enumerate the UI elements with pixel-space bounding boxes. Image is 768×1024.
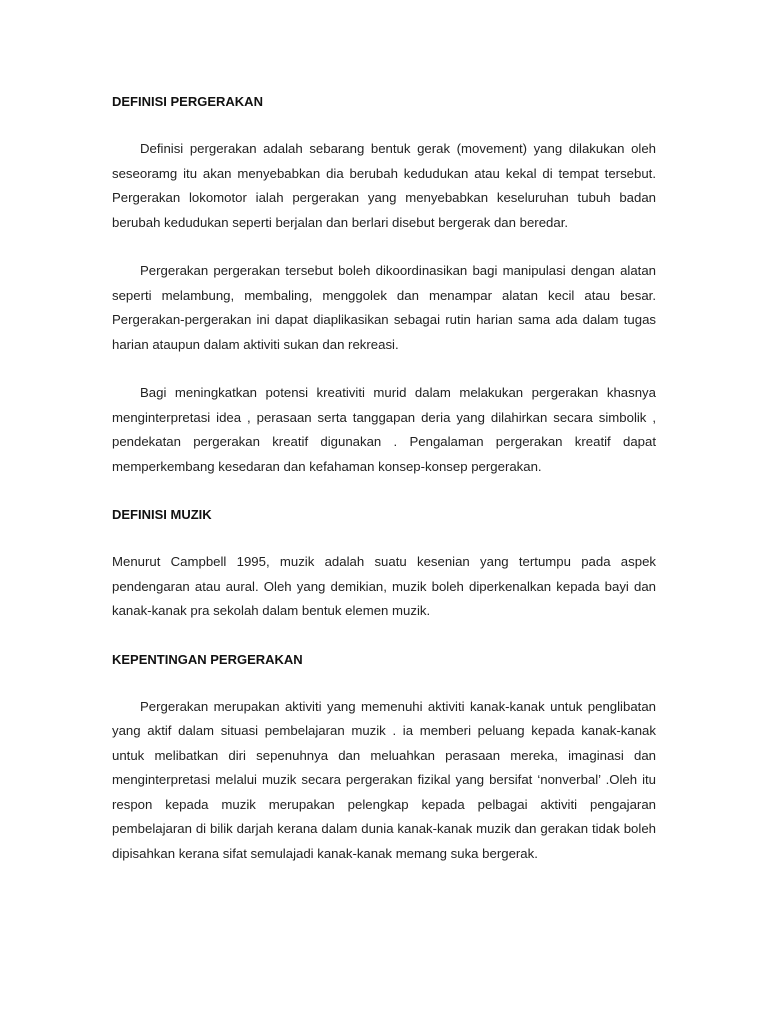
- section-heading-definisi-pergerakan: DEFINISI PERGERAKAN: [112, 94, 263, 109]
- document-page: [112, 90, 656, 866]
- paragraph: Pergerakan merupakan aktiviti yang memenuhi aktiviti kanak-kanak untuk penglibatan yang aktif dalam situasi pembelajaran muzik . ia memberi peluang kepada kanak-kanak untuk melibatkan diri sepenuhnya dan meluahkan perasaan mereka, imaginasi dan menginterpretasi melalui muzik secara pergerakan fizikal yang bersifat ‘nonverbal’ .Oleh itu respon kepada muzik merupakan pelengkap kepada pelbagai aktiviti pengajaran pembelajaran di bilik darjah kerana dalam dunia kanak-kanak muzik dan gerakan tidak boleh dipisahkan kerana sifat semulajadi kanak-kanak memang suka bergerak.: [112, 698, 656, 861]
- paragraph: Bagi meningkatkan potensi kreativiti murid dalam melakukan pergerakan khasnya menginterpretasi idea , perasaan serta tanggapan deria yang dilahirkan secara simbolik , pendekatan pergerakan kreatif digunakan . Pengalaman pergerakan kreatif dapat memperkembang kesedaran dan kefahaman konsep-konsep pergerakan.: [112, 385, 656, 474]
- paragraph: Menurut Campbell 1995, muzik adalah suatu kesenian yang tertumpu pada aspek pendengaran atau aural. Oleh yang demikian, muzik boleh diperkenalkan kepada bayi dan kanak-kanak pra sekolah dalam bentuk elemen muzik.: [112, 554, 656, 618]
- paragraph: Definisi pergerakan adalah sebarang bentuk gerak (movement) yang dilakukan oleh seseoramg itu akan menyebabkan dia berubah kedudukan atau kekal di tempat tersebut. Pergerakan lokomotor ialah pergerakan yang menyebabkan keseluruhan tubuh badan berubah kedudukan seperti berjalan dan berlari disebut bergerak dan beredar.: [112, 141, 656, 230]
- section-heading-kepentingan-pergerakan: KEPENTINGAN PERGERAKAN: [112, 651, 303, 667]
- paragraph: Pergerakan pergerakan tersebut boleh dikoordinasikan bagi manipulasi dengan alatan seperti melambung, membaling, menggolek dan menampar alatan kecil atau besar. Pergerakan-pergerakan ini dapat diaplikasikan sebagai rutin harian sama ada dalam tugas harian ataupun dalam aktiviti sukan dan rekreasi.: [112, 263, 656, 352]
- section-heading-definisi-muzik: DEFINISI MUZIK: [112, 507, 212, 522]
